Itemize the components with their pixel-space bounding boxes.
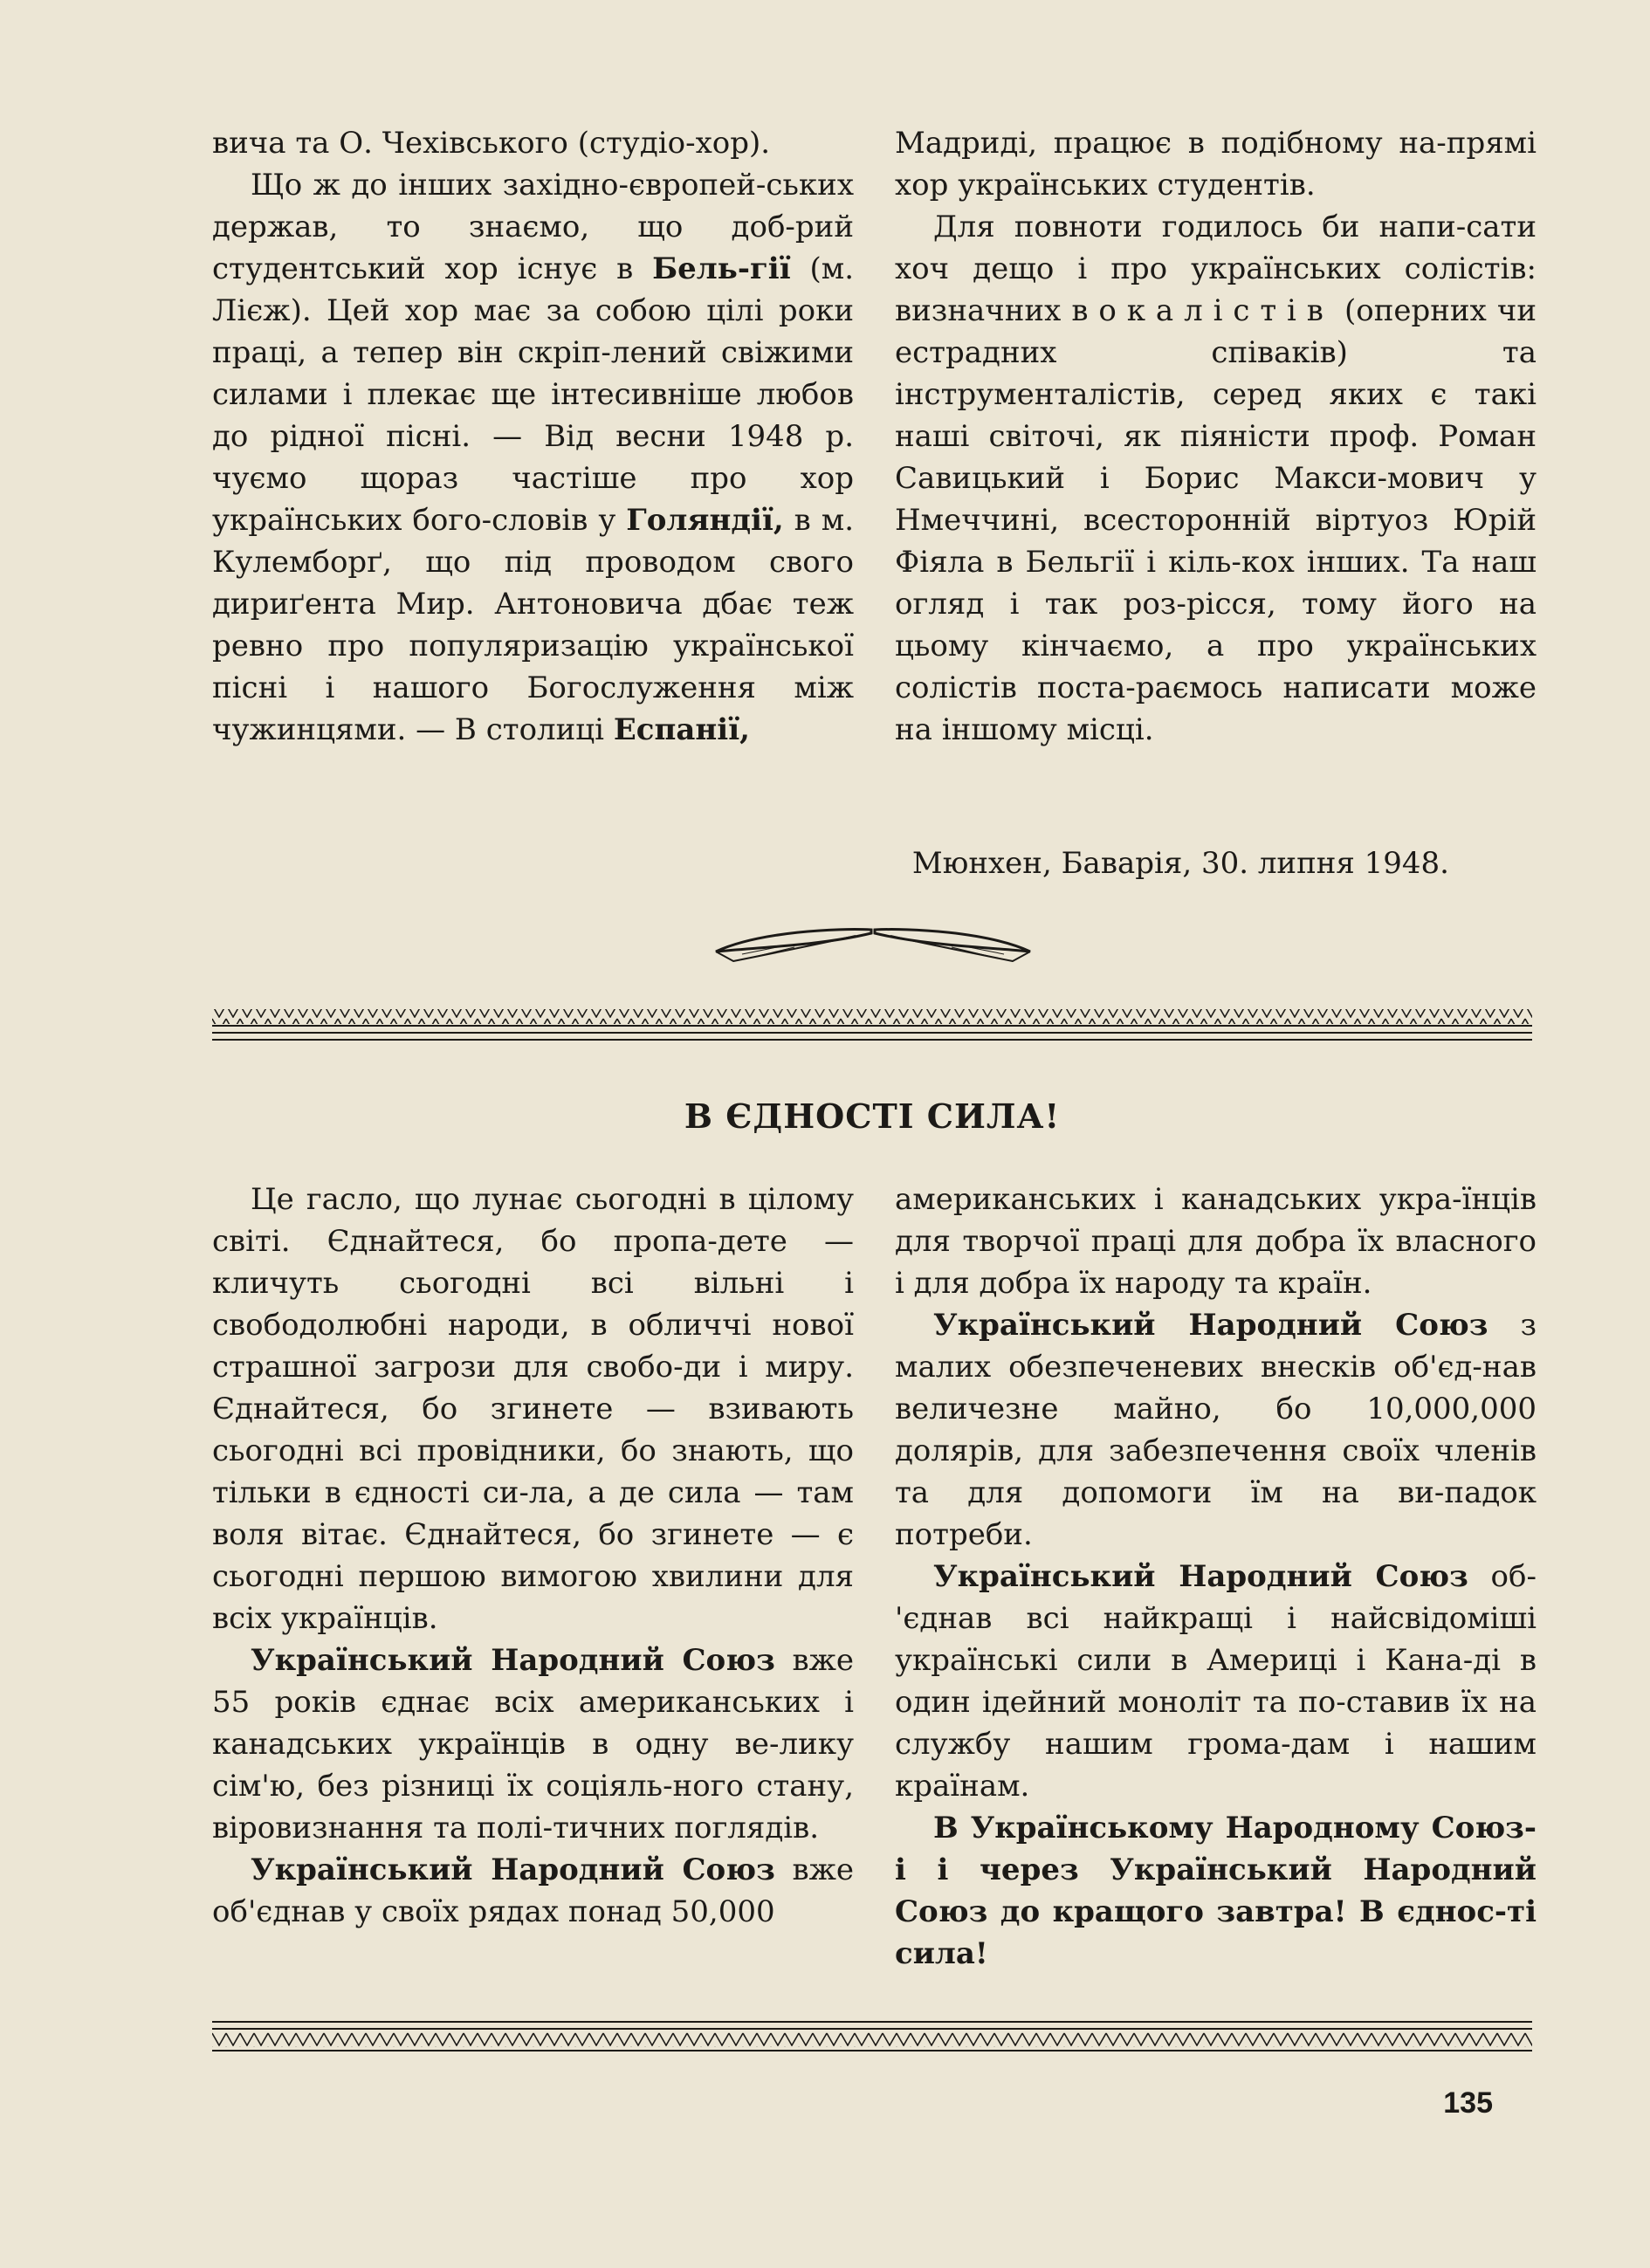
- bold-country-name: Голяндії,: [626, 503, 784, 538]
- ornament-divider-icon: [707, 912, 1039, 973]
- bold-country-name: Бель-гії: [652, 251, 791, 286]
- paragraph: Це гасло, що лунає сьогодні в цілому світі. Єднайтеся, бо пропа-дете — кличуть сьогодні всі вільні і свободолюбні народи, в обличчі нової страшної загрози для свобо-ди і миру. Єднайтеся, бо згинете — взивають сьогодні всі провідники, бо знають, що тільки в єдності си-ла, а де сила — там воля вітає. Єднайтеся, бо згинете — є сьогодні першою вимогою хвилини для всіх українців.: [212, 1182, 854, 1636]
- place-date: Мюнхен, Баварія, 30. липня 1948.: [911, 846, 1449, 881]
- bottom-left-column: [212, 1179, 854, 1933]
- text-run: (оперних чи естрадних співаків) та інструменталістів, серед яких є такі наші світочі, як піяністи проф. Роман Савицький і Борис Макси-мович у Нмеччині, всесторонній віртуоз Юрій Фіяла в Бельгії і кіль-кох інших. Та наш огляд і так роз-рісся, тому його на цьому кінчаємо, а про українських солістів поста-раємось написати може на іншому місці.: [895, 293, 1537, 747]
- bold-org-name: Український Народний Союз: [933, 1308, 1488, 1343]
- text-run: (м. Лієж). Цей хор має за собою цілі роки праці, а тепер він скріп-лений свіжими силами і плекає ще інтесивніше любов до рідної пісні. — Від весни 1948 р. чуємо щораз частіше про хор українських бого-словів у: [212, 251, 854, 538]
- text-run: в м. Кулемборґ, що під проводом свого дириґента Мир. Антоновича дбає теж ревно про популяризацію української пісні і нашого Богослуження між чужинцями. — В столиці: [212, 503, 855, 747]
- paragraph: [212, 1639, 854, 1849]
- paragraph: вича та О. Чехівського (студіо-хор).: [212, 126, 771, 161]
- bold-org-name: Український Народний Союз: [251, 1852, 775, 1887]
- text-run: вже 55 років єднає всіх американських і канадських українців в одну ве-лику сім'ю, без різниці їх соціяль-ного стану, віровизнання та полі-тичних поглядів.: [212, 1643, 854, 1845]
- paragraph: американських і канадських укра-їнців для творчої праці для добра їх власного і для добра їх народу та країн.: [895, 1182, 1537, 1301]
- top-left-column: [212, 122, 854, 751]
- text-run: вже об'єднав у своїх рядах понад 50,000: [212, 1852, 854, 1929]
- paragraph: [212, 1849, 854, 1933]
- bold-org-name: Український Народний Союз: [251, 1643, 775, 1678]
- page-number: 135: [1443, 2086, 1493, 2120]
- bold-org-name: Український Народний Союз: [933, 1559, 1468, 1594]
- paragraph: Мадриді, працює в подібному на-прямі хор українських студентів.: [895, 126, 1537, 203]
- paragraph: [895, 206, 1537, 751]
- spaced-word: вокалістів: [1071, 293, 1334, 328]
- paragraph: [895, 1304, 1537, 1556]
- text-run: об-'єднав всі найкращі і найсвідоміші українські сили в Америці і Кана-ді в один ідейний моноліт та по-ставив їх на службу нашим грома-дам і нашим країнам.: [895, 1559, 1537, 1804]
- bold-country-name: Еспанії,: [613, 712, 750, 747]
- paragraph: [895, 1556, 1537, 1807]
- top-right-column: [895, 122, 1537, 751]
- bottom-right-column: [895, 1179, 1537, 1975]
- decorative-border-bottom: [212, 2018, 1532, 2058]
- paragraph: В Українському Народному Союз-і і через Український Народний Союз до кращого завтра! В єднос-ті сила!: [895, 1811, 1537, 1971]
- text-run: з малих обезпеченевих внесків об'єд-нав величезне майно, бо 10,000,000 долярів, для забезпечення своїх членів та для допомоги їм на ви-падок потреби.: [895, 1308, 1537, 1552]
- decorative-border-top: [212, 1004, 1532, 1044]
- text-run: Що ж до інших західно-європей-ських держав, то знаємо, що доб-рий студентський хор існує в: [212, 168, 854, 286]
- paragraph: [212, 164, 854, 751]
- section-heading: В ЄДНОСТІ СИЛА!: [684, 1096, 1061, 1136]
- text-run: Для повноти годилось би напи-сати хоч дещо і про українських солістів: визначних: [895, 210, 1537, 328]
